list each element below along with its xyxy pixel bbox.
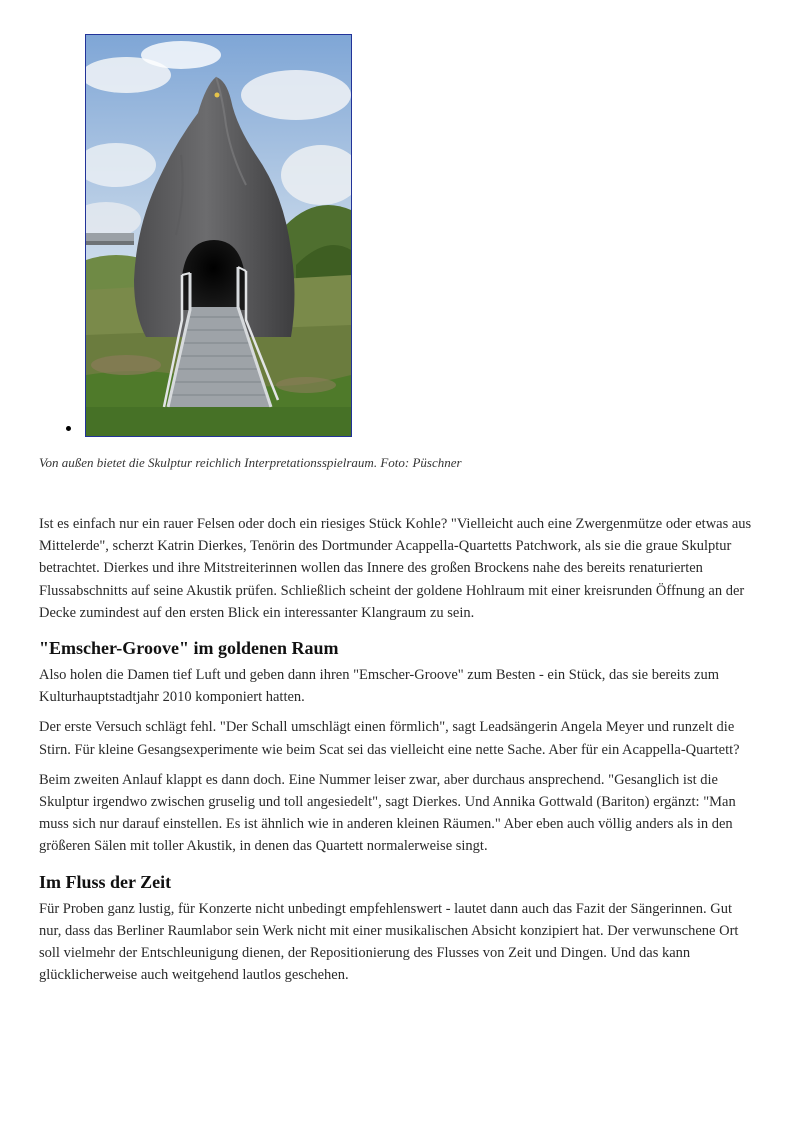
sculpture-photo [86,35,351,436]
article-body [39,513,757,994]
article-paragraph: Beim zweiten Anlauf klappt es dann doch. Eine Nummer leiser zwar, aber durchaus ansprechend. "Gesanglich ist die Skulptur irgendwo zwischen gruselig und toll angesiedelt", sagt Dierkes. Und Annika Gottwald (Bariton) ergänzt: "Man muss sich nur darauf einstellen. Es ist ähnlich wie in anderen kleinen Räumen." Aber eben auch völlig anders als in den größeren Sälen mit toller Akustik, in denen das Quartett normalerweise singt. [39,771,736,855]
image-caption: Von außen bietet die Skulptur reichlich Interpretationsspielraum. Foto: Püschner [39,455,462,470]
gallery-item [39,32,359,438]
article-paragraph: Der erste Versuch schlägt fehl. "Der Schall umschlägt einen förmlich", sagt Leadsängerin Angela Meyer und runzelt die Stirn. Für kleine Gesangsexperimente wie beim Scat sei das vielleicht eine nette Sache. Aber für ein Acappella-Quartett? [39,719,740,758]
section-heading: Im Fluss der Zeit [39,871,172,892]
sculpture-photo-link[interactable] [85,34,352,437]
article-intro: Ist es einfach nur ein rauer Felsen oder doch ein riesiges Stück Kohle? "Vielleicht auch eine Zwergenmütze oder etwas aus Mittelerde", scherzt Katrin Dierkes, Tenörin des Dortmunder Acappella-Quartetts Patchwork, als sie die graue Skulptur betrachtet. Dierkes und ihre Mitstreiterinnen wollen das Innere des großen Brockens nahe des bereits renaturierten Flussabschnitts auf seine Akustik prüfen. Schließlich scheint der goldene Hohlraum mit einer kreisrunden Öffnung an der Decke zumindest auf den ersten Blick ein interessanter Klangraum zu sein. [39,516,752,621]
section-heading: "Emscher-Groove" im goldenen Raum [39,638,339,659]
article-paragraph: Also holen die Damen tief Luft und geben dann ihren "Emscher-Groove" zum Besten - ein Stück, das sie bereits zum Kulturhauptstadtjahr 2010 komponiert hatten. [39,667,719,706]
list-bullet [66,426,71,431]
image-gallery [39,32,359,438]
article-paragraph: Für Proben ganz lustig, für Konzerte nicht unbedingt empfehlenswert - lautet dann auch das Fazit der Sängerinnen. Gut nur, dass das Berliner Raumlabor sein Werk nicht mit einer musikalischen Absicht konzipiert hat. Der verwunschene Ort soll vielmehr der Entschleunigung dienen, der Repositionierung des Flusses von Zeit und Dingen. Und das kann glücklicherweise auch weitgehend lautlos geschehen. [39,900,739,984]
